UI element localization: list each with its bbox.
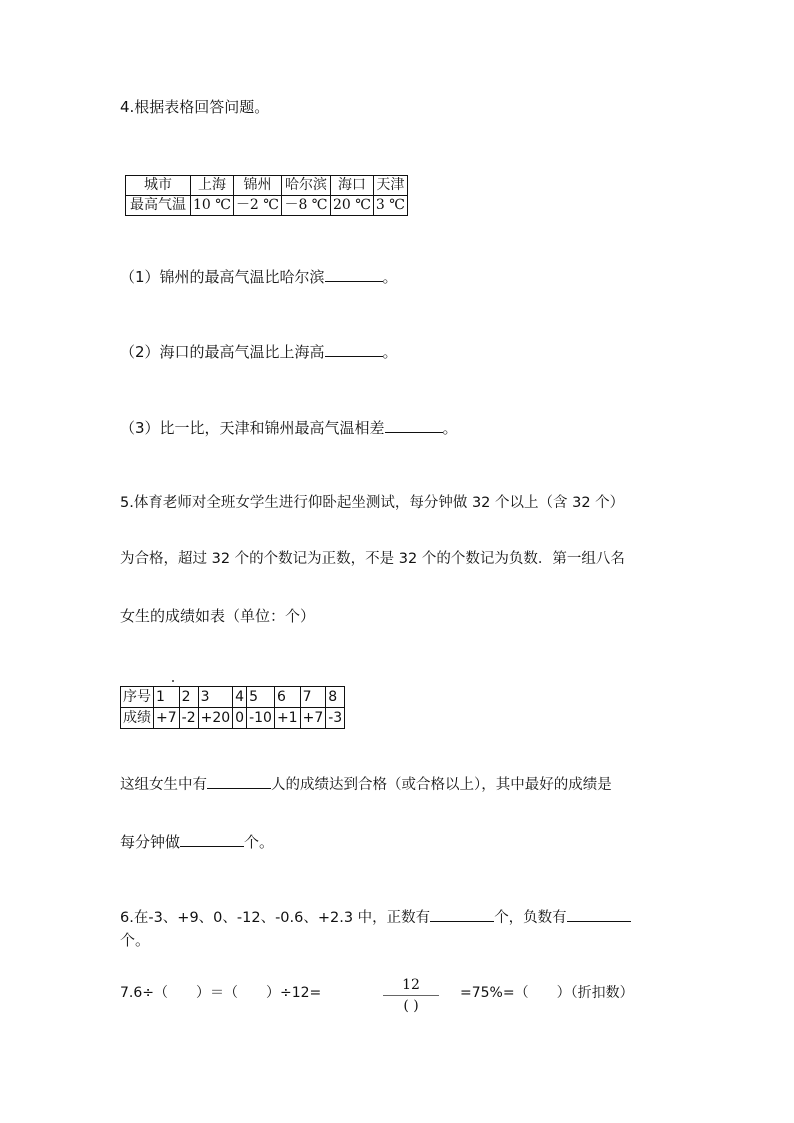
- q5-answer-line1: [120, 778, 612, 793]
- q5-answer1-text: 这组女生中有: [120, 777, 207, 793]
- table-cell: 10 ℃: [191, 196, 234, 216]
- q5-line2: 为合格，超过 32 个的个数记为正数，不是 32 个的个数记为负数．第一组八名: [120, 551, 625, 567]
- q6-mid: 个，负数有: [494, 910, 567, 926]
- table-cell: 3: [198, 687, 233, 708]
- table-header-cell: 城市: [126, 176, 191, 196]
- q5-answer1-rest: 人的成绩达到合格（或合格以上），其中最好的成绩是: [271, 777, 612, 793]
- table-cell: 20 ℃: [330, 196, 373, 216]
- q6-end: 个。: [120, 931, 151, 949]
- table-cell: 6: [274, 687, 300, 708]
- table-header-cell: 锦州: [233, 176, 281, 196]
- q4-title: 4.根据表格回答问题。: [120, 98, 270, 116]
- q7-part1: 7.6÷（ ）＝（ ）÷12=: [120, 985, 322, 1001]
- q4-sub3-text: （3）比一比，天津和锦州最高气温相差: [120, 419, 385, 437]
- table-cell: -2: [179, 708, 198, 729]
- table-cell: －8 ℃: [281, 196, 330, 216]
- table-header-cell: 成绩: [121, 708, 154, 729]
- q4-sub1: [120, 270, 398, 285]
- q7-part2: =75%=（ ）（折扣数）: [460, 985, 634, 1001]
- q5-answer-line2: [120, 835, 274, 850]
- q7-fraction: [383, 977, 439, 1014]
- table-header-cell: 海口: [330, 176, 373, 196]
- table-header-cell: 上海: [191, 176, 234, 196]
- table-cell: +7: [300, 708, 326, 729]
- table-row-label: 最高气温: [126, 196, 191, 216]
- table-cell: 5: [247, 687, 275, 708]
- q4-sub3: [120, 421, 458, 436]
- answer-blank[interactable]: [567, 920, 631, 922]
- answer-blank[interactable]: [207, 787, 271, 789]
- table-row: [126, 176, 408, 196]
- q4-sub3-end: 。: [442, 419, 458, 437]
- q5-answer2-end: 个。: [244, 833, 275, 851]
- table-cell: +7: [154, 708, 180, 729]
- table-cell: -3: [326, 708, 345, 729]
- fraction-denominator: ( ): [403, 998, 419, 1014]
- table-cell: －2 ℃: [233, 196, 281, 216]
- q5-line1: 5.体育老师对全班女学生进行仰卧起坐测试，每分钟做 32 个以上（含 32 个）: [120, 495, 625, 511]
- table-header-cell: 哈尔滨: [281, 176, 330, 196]
- table-row: [126, 196, 408, 216]
- table-cell: 3 ℃: [373, 196, 407, 216]
- score-table: [120, 686, 345, 729]
- answer-blank[interactable]: [180, 845, 244, 847]
- q5-line3: 女生的成绩如表（单位：个）: [120, 607, 316, 625]
- stray-dot: [172, 680, 174, 682]
- q4-sub1-text: （1）锦州的最高气温比哈尔滨: [120, 268, 325, 286]
- table-cell: +20: [198, 708, 233, 729]
- answer-blank[interactable]: [325, 280, 383, 282]
- table-row: [121, 687, 345, 708]
- table-cell: 1: [154, 687, 180, 708]
- answer-blank[interactable]: [325, 355, 383, 357]
- temperature-table: [125, 175, 408, 216]
- table-cell: 4: [233, 687, 247, 708]
- answer-blank[interactable]: [385, 431, 443, 433]
- q6-text: 6.在-3、+9、0、-12、-0.6、+2.3 中，正数有: [120, 910, 431, 926]
- table-cell: 0: [233, 708, 247, 729]
- q4-sub2-end: 。: [382, 343, 398, 361]
- table-row: [121, 708, 345, 729]
- fraction-bar: [383, 995, 439, 996]
- q4-sub2: [120, 345, 398, 360]
- table-cell: 8: [326, 687, 345, 708]
- table-cell: 2: [179, 687, 198, 708]
- q5-answer2-text: 每分钟做: [120, 833, 181, 851]
- q4-sub2-text: （2）海口的最高气温比上海高: [120, 343, 325, 361]
- table-header-cell: 天津: [373, 176, 407, 196]
- q4-sub1-end: 。: [382, 268, 398, 286]
- q6-line: [120, 911, 631, 926]
- table-header-cell: 序号: [121, 687, 154, 708]
- answer-blank[interactable]: [430, 920, 494, 922]
- table-cell: +1: [274, 708, 300, 729]
- table-cell: 7: [300, 687, 326, 708]
- table-cell: -10: [247, 708, 275, 729]
- fraction-numerator: 12: [402, 977, 420, 993]
